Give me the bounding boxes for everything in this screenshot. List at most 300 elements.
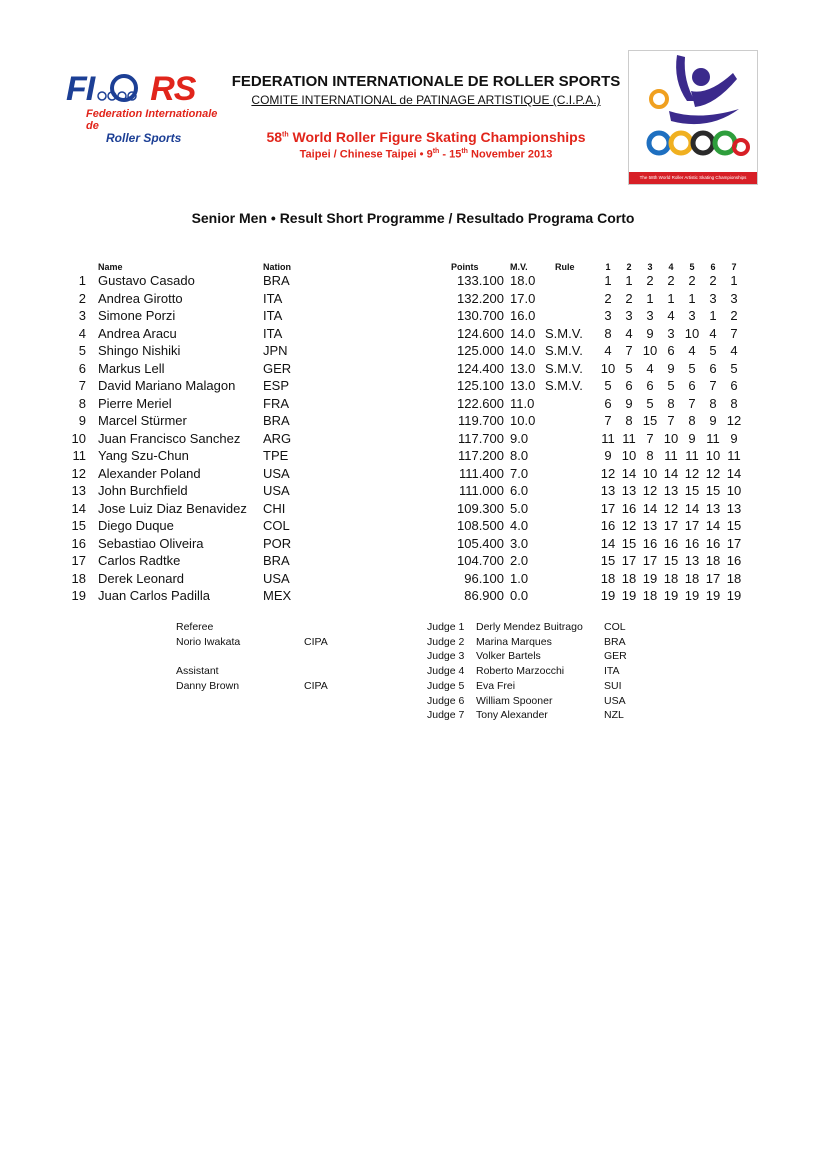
judge-placement-cell: 5 bbox=[625, 360, 633, 376]
judge-placement-cell: 15 bbox=[621, 535, 637, 551]
points-cell: 122.600 bbox=[457, 395, 504, 411]
points-cell: 130.700 bbox=[457, 308, 504, 323]
nation-cell: ITA bbox=[263, 325, 283, 341]
col-header-rule: Rule bbox=[555, 262, 575, 272]
judge-placement-cell: 19 bbox=[684, 588, 700, 603]
judge-placement-cell: 18 bbox=[726, 570, 742, 586]
judge-placement-cell: 5 bbox=[667, 378, 675, 393]
table-row bbox=[0, 588, 826, 606]
judge-placement-cell: 8 bbox=[667, 395, 675, 411]
judge-placement-cell: 14 bbox=[621, 465, 637, 481]
nation-cell: ESP bbox=[263, 378, 290, 393]
judge-placement-cell: 2 bbox=[730, 308, 738, 323]
judge-name: Volker Bartels bbox=[476, 650, 541, 663]
rank-cell: 1 bbox=[78, 273, 86, 288]
judge-placement-cell: 9 bbox=[688, 430, 696, 446]
skater-figure-icon bbox=[629, 51, 757, 171]
rank-cell: 12 bbox=[71, 465, 86, 481]
col-header-name: Name bbox=[98, 262, 123, 272]
col-header-judge-2: 2 bbox=[626, 262, 632, 272]
name-cell: Derek Leonard bbox=[98, 570, 184, 586]
judge-placement-cell: 7 bbox=[667, 413, 675, 428]
judge-placement-cell: 12 bbox=[726, 413, 742, 428]
rule-cell: S.M.V. bbox=[545, 378, 583, 393]
mv-cell: 6.0 bbox=[510, 483, 529, 498]
judge-placement-cell: 9 bbox=[667, 360, 675, 376]
judge-placement-cell: 3 bbox=[688, 308, 696, 323]
judge-placement-cell: 13 bbox=[621, 483, 637, 498]
judge-placement-cell: 10 bbox=[663, 430, 679, 446]
judge-placement-cell: 14 bbox=[663, 465, 679, 481]
points-cell: 132.200 bbox=[457, 290, 504, 306]
judge-placement-cell: 15 bbox=[600, 553, 616, 568]
judge-placement-cell: 14 bbox=[705, 518, 721, 533]
nation-cell: USA bbox=[263, 570, 290, 586]
judge-placement-cell: 8 bbox=[625, 413, 633, 428]
mv-cell: 17.0 bbox=[510, 290, 536, 306]
judge-placement-cell: 9 bbox=[709, 413, 717, 428]
mv-cell: 13.0 bbox=[510, 360, 536, 376]
judge-placement-cell: 5 bbox=[604, 378, 612, 393]
judge-placement-cell: 3 bbox=[604, 308, 612, 323]
judge-placement-cell: 12 bbox=[642, 483, 658, 498]
judge-placement-cell: 4 bbox=[625, 325, 633, 341]
points-cell: 125.000 bbox=[457, 343, 504, 358]
table-row bbox=[0, 361, 826, 379]
nation-cell: GER bbox=[263, 360, 292, 376]
name-cell: Andrea Aracu bbox=[98, 325, 177, 341]
judge-placement-cell: 11 bbox=[706, 430, 720, 446]
judge-label: Judge 5 bbox=[427, 679, 465, 692]
nation-cell: COL bbox=[263, 518, 290, 533]
col-header-judge-7: 7 bbox=[731, 262, 737, 272]
nation-cell: BRA bbox=[263, 273, 290, 288]
championship-banner: The 58th World Roller Artistic Skating Championships bbox=[629, 172, 757, 184]
points-cell: 117.200 bbox=[457, 448, 504, 463]
judge-placement-cell: 18 bbox=[600, 570, 616, 586]
judge-placement-cell: 11 bbox=[727, 448, 741, 463]
mv-cell: 18.0 bbox=[510, 273, 536, 288]
judge-placement-cell: 19 bbox=[705, 588, 721, 603]
judge-name: William Spooner bbox=[476, 694, 553, 707]
judge-placement-cell: 17 bbox=[600, 500, 616, 516]
judge-placement-cell: 1 bbox=[688, 290, 696, 306]
name-cell: Gustavo Casado bbox=[98, 273, 195, 288]
mv-cell: 0.0 bbox=[510, 588, 529, 603]
points-cell: 124.600 bbox=[457, 325, 504, 341]
judge-placement-cell: 10 bbox=[642, 343, 658, 358]
rank-cell: 2 bbox=[78, 290, 86, 306]
col-header-judge-5: 5 bbox=[689, 262, 695, 272]
name-cell: Carlos Radtke bbox=[98, 553, 181, 568]
firs-logo-text bbox=[66, 70, 195, 109]
judge-placement-cell: 3 bbox=[646, 308, 654, 323]
judge-placement-cell: 3 bbox=[709, 290, 717, 306]
judge-placement-cell: 11 bbox=[685, 448, 699, 463]
assistant-label: Assistant bbox=[176, 665, 219, 677]
judge-placement-cell: 3 bbox=[667, 325, 675, 341]
judge-placement-cell: 5 bbox=[730, 360, 738, 376]
judge-placement-cell: 10 bbox=[642, 465, 658, 481]
org-title: FEDERATION INTERNATIONALE DE ROLLER SPORTS bbox=[231, 73, 621, 90]
table-row bbox=[0, 501, 826, 519]
rank-cell: 3 bbox=[78, 308, 86, 323]
table-row bbox=[0, 431, 826, 449]
name-cell: Shingo Nishiki bbox=[98, 343, 181, 358]
table-row bbox=[0, 378, 826, 396]
judge-placement-cell: 8 bbox=[604, 325, 612, 341]
judge-placement-cell: 10 bbox=[621, 448, 637, 463]
mv-cell: 13.0 bbox=[510, 378, 536, 393]
rank-cell: 9 bbox=[78, 413, 86, 428]
judge-placement-cell: 1 bbox=[625, 273, 633, 288]
points-cell: 119.700 bbox=[457, 413, 504, 428]
judge-placement-cell: 11 bbox=[664, 448, 678, 463]
judge-placement-cell: 6 bbox=[709, 360, 717, 376]
referee-name: Norio Iwakata bbox=[176, 636, 241, 648]
judge-placement-cell: 16 bbox=[705, 535, 721, 551]
mv-cell: 4.0 bbox=[510, 518, 529, 533]
judge-placement-cell: 6 bbox=[604, 395, 612, 411]
judge-placement-cell: 8 bbox=[688, 413, 696, 428]
mv-cell: 7.0 bbox=[510, 465, 529, 481]
judge-placement-cell: 13 bbox=[642, 518, 658, 533]
col-header-judge-3: 3 bbox=[647, 262, 653, 272]
event-number: 58 bbox=[266, 129, 283, 145]
judge-placement-cell: 1 bbox=[730, 273, 738, 288]
judge-placement-cell: 2 bbox=[625, 290, 633, 306]
rank-cell: 16 bbox=[71, 535, 86, 551]
judge-placement-cell: 6 bbox=[730, 378, 738, 393]
judge-placement-cell: 14 bbox=[726, 465, 742, 481]
name-cell: Simone Porzi bbox=[98, 308, 176, 323]
judge-placement-cell: 4 bbox=[604, 343, 612, 358]
judge-placement-cell: 6 bbox=[688, 378, 696, 393]
col-header-judge-4: 4 bbox=[668, 262, 674, 272]
judge-placement-cell: 5 bbox=[709, 343, 717, 358]
mv-cell: 11.0 bbox=[510, 395, 535, 411]
points-cell: 117.700 bbox=[457, 430, 504, 446]
judge-placement-cell: 7 bbox=[604, 413, 612, 428]
rank-cell: 17 bbox=[71, 553, 86, 568]
name-cell: John Burchfield bbox=[98, 483, 188, 498]
nation-cell: BRA bbox=[263, 553, 290, 568]
table-row bbox=[0, 518, 826, 536]
name-cell: Diego Duque bbox=[98, 518, 174, 533]
name-cell: Pierre Meriel bbox=[98, 395, 172, 411]
points-cell: 109.300 bbox=[457, 500, 504, 516]
judge-placement-cell: 19 bbox=[642, 570, 658, 586]
judge-placement-cell: 15 bbox=[663, 553, 679, 568]
judge-placement-cell: 7 bbox=[730, 325, 738, 341]
table-row bbox=[0, 483, 826, 501]
name-cell: Alexander Poland bbox=[98, 465, 201, 481]
judge-placement-cell: 16 bbox=[621, 500, 637, 516]
judge-placement-cell: 3 bbox=[730, 290, 738, 306]
judge-placement-cell: 13 bbox=[600, 483, 616, 498]
judge-placement-cell: 6 bbox=[625, 378, 633, 393]
judge-placement-cell: 17 bbox=[726, 535, 742, 551]
name-cell: Sebastiao Oliveira bbox=[98, 535, 204, 551]
points-cell: 111.400 bbox=[458, 465, 504, 481]
judge-label: Judge 6 bbox=[427, 694, 465, 707]
judge-placement-cell: 18 bbox=[705, 553, 721, 568]
mv-cell: 3.0 bbox=[510, 535, 529, 551]
event-title-text: World Roller Figure Skating Championships bbox=[288, 129, 586, 145]
judge-placement-cell: 10 bbox=[600, 360, 616, 376]
judge-placement-cell: 17 bbox=[684, 518, 700, 533]
mv-cell: 8.0 bbox=[510, 448, 529, 463]
mv-cell: 16.0 bbox=[510, 308, 536, 323]
judge-placement-cell: 16 bbox=[663, 535, 679, 551]
table-row bbox=[0, 273, 826, 291]
judge-placement-cell: 12 bbox=[705, 465, 721, 481]
event-place-sup2: th bbox=[461, 148, 468, 155]
rank-cell: 5 bbox=[78, 343, 86, 358]
judge-placement-cell: 16 bbox=[726, 553, 742, 568]
judge-nation: USA bbox=[604, 694, 626, 707]
nation-cell: FRA bbox=[263, 395, 289, 411]
points-cell: 86.900 bbox=[464, 588, 504, 603]
judge-name: Roberto Marzocchi bbox=[476, 665, 565, 678]
rule-cell: S.M.V. bbox=[545, 325, 583, 341]
judge-placement-cell: 12 bbox=[663, 500, 679, 516]
rank-cell: 19 bbox=[71, 588, 86, 603]
judge-label: Judge 1 bbox=[427, 621, 465, 633]
firs-logo-subtitle bbox=[86, 108, 226, 144]
judge-placement-cell: 19 bbox=[621, 588, 637, 603]
judge-placement-cell: 2 bbox=[604, 290, 612, 306]
points-cell: 105.400 bbox=[457, 535, 504, 551]
judge-placement-cell: 4 bbox=[730, 343, 738, 358]
judge-placement-cell: 15 bbox=[705, 483, 721, 498]
points-cell: 108.500 bbox=[457, 518, 504, 533]
judge-placement-cell: 17 bbox=[621, 553, 637, 568]
judge-placement-cell: 5 bbox=[646, 395, 654, 411]
judge-placement-cell: 15 bbox=[726, 518, 742, 533]
nation-cell: JPN bbox=[263, 343, 288, 358]
name-cell: Andrea Girotto bbox=[98, 290, 183, 306]
judge-placement-cell: 17 bbox=[663, 518, 679, 533]
nation-cell: USA bbox=[263, 483, 290, 498]
judge-placement-cell: 13 bbox=[705, 500, 721, 516]
judge-placement-cell: 9 bbox=[646, 325, 654, 341]
referee-org: CIPA bbox=[304, 636, 328, 648]
rank-cell: 6 bbox=[78, 360, 86, 376]
judge-placement-cell: 8 bbox=[730, 395, 738, 411]
rank-cell: 18 bbox=[71, 570, 86, 586]
rank-cell: 13 bbox=[71, 483, 86, 498]
event-place-b: - 15 bbox=[439, 148, 462, 161]
judge-nation: ITA bbox=[604, 665, 620, 678]
judge-placement-cell: 4 bbox=[667, 308, 675, 323]
judge-placement-cell: 18 bbox=[621, 570, 637, 586]
mv-cell: 1.0 bbox=[510, 570, 529, 586]
judge-name: Derly Mendez Buitrago bbox=[476, 621, 583, 633]
rank-cell: 14 bbox=[71, 500, 86, 516]
judge-placement-cell: 7 bbox=[625, 343, 633, 358]
results-title: Senior Men • Result Short Programme / Resultado Programa Corto bbox=[191, 210, 635, 226]
judge-label: Judge 2 bbox=[427, 635, 465, 648]
mv-cell: 10.0 bbox=[510, 413, 536, 428]
col-header-nation: Nation bbox=[263, 262, 291, 272]
judge-placement-cell: 12 bbox=[600, 465, 616, 481]
judge-placement-cell: 17 bbox=[705, 570, 721, 586]
logo-sub-line2: Roller Sports bbox=[106, 131, 182, 145]
logo-text-rs: RS bbox=[150, 70, 196, 108]
judge-placement-cell: 13 bbox=[726, 500, 742, 516]
table-row bbox=[0, 308, 826, 326]
judge-placement-cell: 11 bbox=[601, 430, 615, 446]
judge-placement-cell: 2 bbox=[667, 273, 675, 288]
name-cell: Yang Szu-Chun bbox=[98, 448, 189, 463]
nation-cell: BRA bbox=[263, 413, 290, 428]
judge-placement-cell: 9 bbox=[604, 448, 612, 463]
judge-placement-cell: 10 bbox=[705, 448, 721, 463]
name-cell: Markus Lell bbox=[98, 360, 165, 376]
judge-placement-cell: 19 bbox=[663, 588, 679, 603]
rank-cell: 11 bbox=[72, 448, 86, 463]
judge-placement-cell: 6 bbox=[646, 378, 654, 393]
table-row bbox=[0, 326, 826, 344]
judge-placement-cell: 7 bbox=[688, 395, 696, 411]
judge-placement-cell: 11 bbox=[622, 430, 636, 446]
judge-nation: COL bbox=[604, 621, 626, 633]
rule-cell: S.M.V. bbox=[545, 360, 583, 376]
points-cell: 133.100 bbox=[457, 273, 504, 288]
rank-cell: 7 bbox=[78, 378, 86, 393]
judge-placement-cell: 15 bbox=[642, 413, 658, 428]
championship-logo bbox=[628, 50, 758, 185]
judge-placement-cell: 1 bbox=[646, 290, 654, 306]
judge-placement-cell: 18 bbox=[663, 570, 679, 586]
judge-placement-cell: 7 bbox=[646, 430, 654, 446]
org-subtitle: COMITE INTERNATIONAL de PATINAGE ARTISTIQUE (C.I.P.A.) bbox=[251, 93, 601, 107]
nation-cell: POR bbox=[263, 535, 292, 551]
judge-placement-cell: 8 bbox=[646, 448, 654, 463]
event-number-sup: th bbox=[282, 131, 289, 139]
nation-cell: USA bbox=[263, 465, 290, 481]
table-row bbox=[0, 448, 826, 466]
judge-name: Tony Alexander bbox=[476, 709, 548, 722]
judge-placement-cell: 4 bbox=[688, 343, 696, 358]
judge-placement-cell: 14 bbox=[642, 500, 658, 516]
judge-name: Marina Marques bbox=[476, 635, 552, 648]
skate-wheels-icon bbox=[94, 74, 150, 102]
judge-placement-cell: 15 bbox=[684, 483, 700, 498]
name-cell: David Mariano Malagon bbox=[98, 378, 236, 393]
nation-cell: TPE bbox=[263, 448, 289, 463]
judge-placement-cell: 2 bbox=[646, 273, 654, 288]
mv-cell: 5.0 bbox=[510, 500, 529, 516]
judge-name: Eva Frei bbox=[476, 679, 516, 692]
judge-placement-cell: 4 bbox=[709, 325, 717, 341]
event-place-c: November 2013 bbox=[467, 148, 553, 161]
judge-placement-cell: 6 bbox=[667, 343, 675, 358]
points-cell: 124.400 bbox=[457, 360, 504, 376]
table-row bbox=[0, 396, 826, 414]
judge-nation: GER bbox=[604, 650, 627, 663]
assistant-org: CIPA bbox=[304, 680, 328, 692]
event-place bbox=[226, 148, 626, 161]
name-cell: Jose Luiz Diaz Benavidez bbox=[98, 500, 247, 516]
judge-placement-cell: 17 bbox=[642, 553, 658, 568]
nation-cell: MEX bbox=[263, 588, 292, 603]
judge-placement-cell: 9 bbox=[730, 430, 738, 446]
judge-placement-cell: 19 bbox=[600, 588, 616, 603]
mv-cell: 14.0 bbox=[510, 343, 536, 358]
points-cell: 96.100 bbox=[464, 570, 504, 586]
judge-placement-cell: 19 bbox=[726, 588, 742, 603]
judge-placement-cell: 18 bbox=[684, 570, 700, 586]
judge-placement-cell: 14 bbox=[684, 500, 700, 516]
rank-cell: 10 bbox=[71, 430, 86, 446]
judge-placement-cell: 9 bbox=[625, 395, 633, 411]
logo-sub-line1: Federation Internationale de bbox=[86, 108, 218, 132]
rule-cell: S.M.V. bbox=[545, 343, 583, 358]
table-row bbox=[0, 536, 826, 554]
judge-placement-cell: 7 bbox=[709, 378, 717, 393]
judge-placement-cell: 5 bbox=[688, 360, 696, 376]
judge-placement-cell: 8 bbox=[709, 395, 717, 411]
judge-placement-cell: 1 bbox=[709, 308, 717, 323]
judge-placement-cell: 13 bbox=[684, 553, 700, 568]
table-row bbox=[0, 413, 826, 431]
judge-nation: SUI bbox=[604, 679, 622, 692]
judge-placement-cell: 12 bbox=[684, 465, 700, 481]
judge-placement-cell: 16 bbox=[684, 535, 700, 551]
event-title bbox=[226, 129, 626, 145]
judge-placement-cell: 10 bbox=[726, 483, 742, 498]
judge-placement-cell: 2 bbox=[709, 273, 717, 288]
col-header-mv: M.V. bbox=[510, 262, 528, 272]
judge-placement-cell: 1 bbox=[604, 273, 612, 288]
judge-placement-cell: 12 bbox=[621, 518, 637, 533]
col-header-points: Points bbox=[451, 262, 479, 272]
mv-cell: 14.0 bbox=[510, 325, 536, 341]
col-header-judge-6: 6 bbox=[710, 262, 716, 272]
logo-text-fi: FI bbox=[66, 70, 95, 108]
judge-placement-cell: 16 bbox=[600, 518, 616, 533]
nation-cell: ITA bbox=[263, 308, 283, 323]
event-place-sup1: th bbox=[432, 148, 440, 155]
table-row bbox=[0, 291, 826, 309]
points-cell: 111.000 bbox=[458, 483, 504, 498]
mv-cell: 9.0 bbox=[510, 430, 529, 446]
judge-placement-cell: 1 bbox=[667, 290, 675, 306]
rank-cell: 4 bbox=[78, 325, 86, 341]
judge-label: Judge 7 bbox=[427, 709, 465, 722]
judge-nation: BRA bbox=[604, 635, 626, 648]
points-cell: 125.100 bbox=[457, 378, 504, 393]
name-cell: Marcel Stürmer bbox=[98, 413, 187, 428]
mv-cell: 2.0 bbox=[510, 553, 529, 568]
nation-cell: ARG bbox=[263, 430, 292, 446]
name-cell: Juan Carlos Padilla bbox=[98, 588, 211, 603]
judge-placement-cell: 13 bbox=[663, 483, 679, 498]
event-place-a: Taipei / Chinese Taipei • 9 bbox=[299, 148, 433, 161]
name-cell: Juan Francisco Sanchez bbox=[98, 430, 241, 446]
judge-placement-cell: 2 bbox=[688, 273, 696, 288]
table-row bbox=[0, 571, 826, 589]
table-row bbox=[0, 343, 826, 361]
rank-cell: 8 bbox=[78, 395, 86, 411]
table-row bbox=[0, 553, 826, 571]
judge-placement-cell: 10 bbox=[684, 325, 700, 341]
points-cell: 104.700 bbox=[457, 553, 504, 568]
assistant-name: Danny Brown bbox=[176, 680, 240, 692]
judge-label: Judge 4 bbox=[427, 665, 465, 678]
